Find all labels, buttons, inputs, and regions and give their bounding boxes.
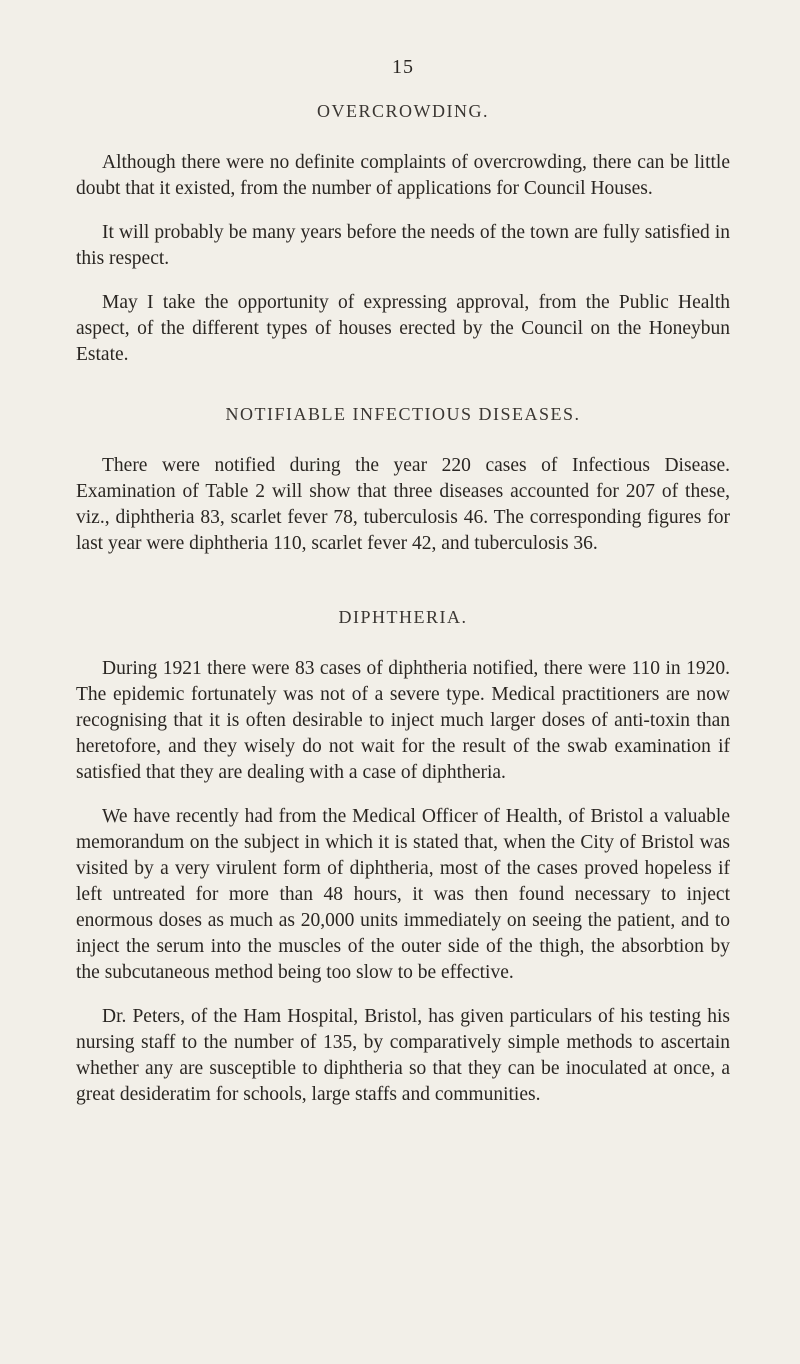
section-notifiable-infectious-diseases [76, 404, 730, 557]
section-diphtheria [76, 607, 730, 1108]
paragraph: We have recently had from the Medical Officer of Health, of Bristol a valuable memorandum on the subject in which it is stated that, when the City of Bristol was visited by a very virulent form of diphtheria, most of the cases proved hopeless if left untreated for more than 48 hours, it was then found necessary to inject enormous doses as much as 20,000 units immediately on seeing the patient, and to inject the serum into the muscles of the outer side of the thigh, the absorbtion by the subcutaneous method being too slow to be effective. [76, 806, 730, 983]
page-number: 15 [392, 56, 414, 78]
paragraph: May I take the opportunity of expressing approval, from the Public Health aspect, of the different types of houses erected by the Council on the Honeybun Estate. [76, 292, 730, 365]
section-heading: OVERCROWDING. [317, 101, 489, 121]
section-heading: DIPHTHERIA. [338, 607, 468, 627]
paragraph: During 1921 there were 83 cases of diphtheria notified, there were 110 in 1920. The epidemic fortunately was not of a severe type. Medical practitioners are now recognising that it is often desirable to inject much larger doses of anti-toxin than heretofore, and they wisely do not wait for the result of the swab examination if satisfied that they are dealing with a case of diphtheria. [76, 658, 730, 783]
paragraph: It will probably be many years before the needs of the town are fully satisfied in this respect. [76, 222, 730, 269]
section-heading: NOTIFIABLE INFECTIOUS DISEASES. [225, 404, 581, 424]
paragraph: Although there were no definite complaints of overcrowding, there can be little doubt that it existed, from the number of applications for Council Houses. [76, 152, 730, 199]
document-page [76, 56, 730, 1138]
section-overcrowding [76, 101, 730, 368]
paragraph: Dr. Peters, of the Ham Hospital, Bristol, has given particulars of his testing his nursing staff to the number of 135, by comparatively simple methods to ascertain whether any are susceptible to diphtheria so that they can be inoculated at once, a great desideratim for schools, large staffs and communities. [76, 1006, 730, 1105]
paragraph: There were notified during the year 220 cases of Infectious Disease. Examination of Table 2 will show that three diseases accounted for 207 of these, viz., diphtheria 83, scarlet fever 78, tuberculosis 46. The corresponding figures for last year were diphtheria 110, scarlet fever 42, and tuberculosis 36. [76, 455, 730, 554]
